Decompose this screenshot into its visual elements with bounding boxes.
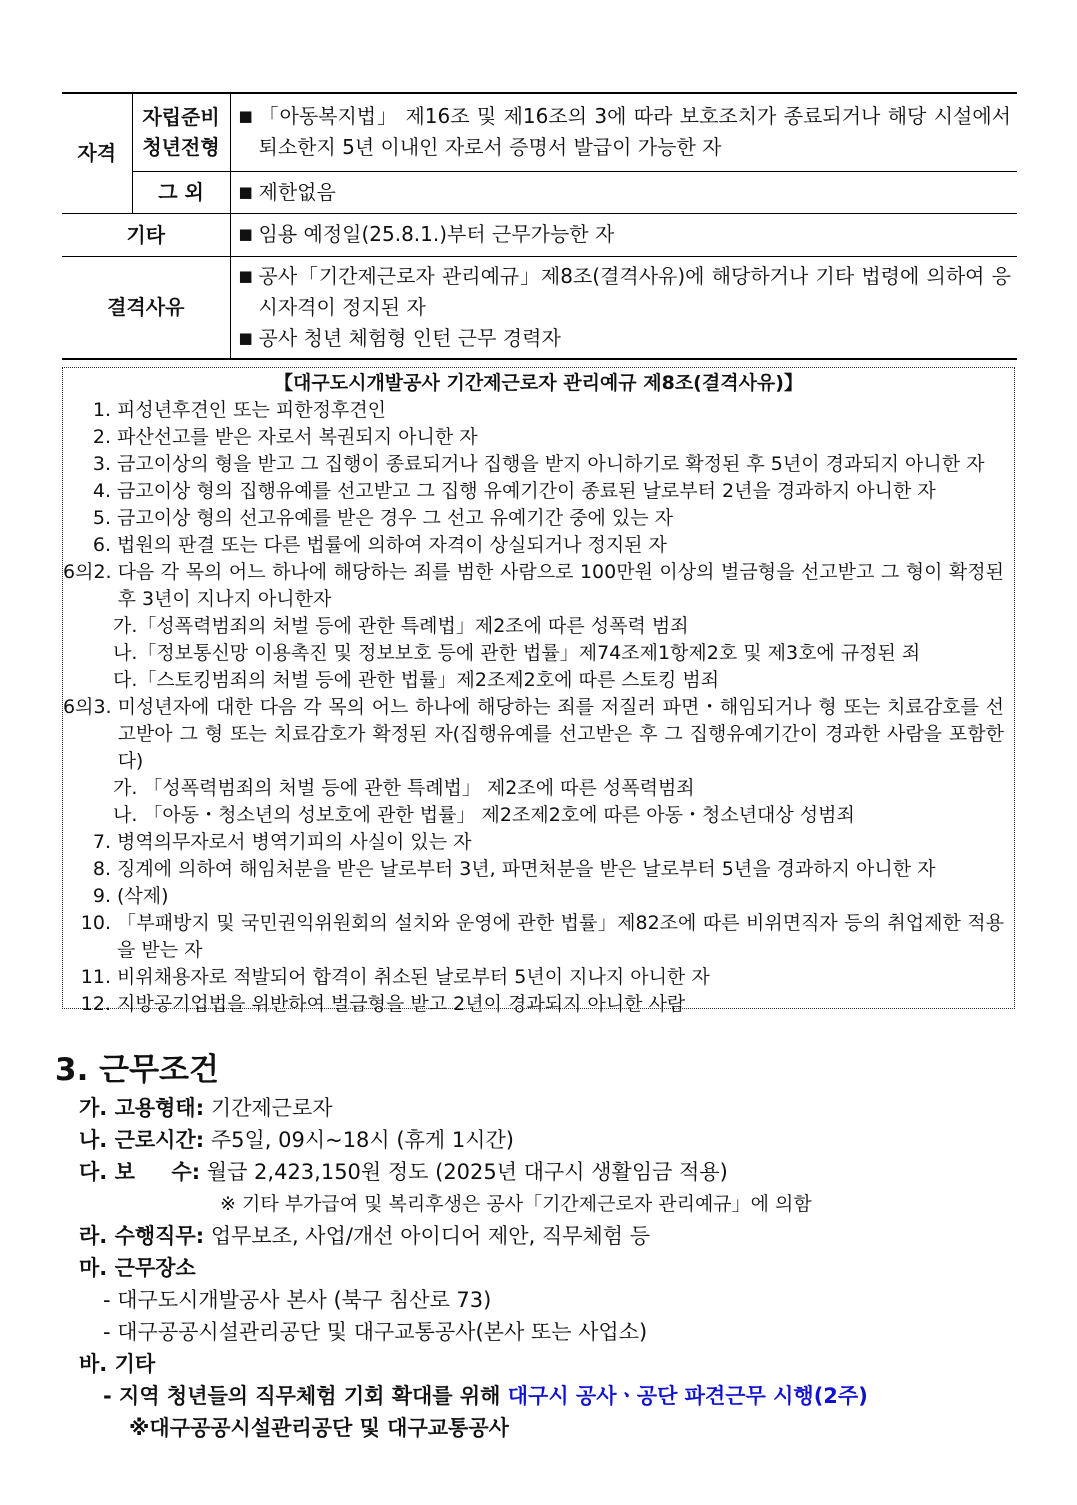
bullet-square-icon: ■ xyxy=(238,225,253,243)
qualification-group-label: 자격 xyxy=(62,93,132,213)
rule-number: 12. xyxy=(80,993,111,1015)
etc-section-label: 바. 기타 xyxy=(79,1352,156,1376)
rule-text: 징계에 의하여 해임처분을 받은 날로부터 3년, 파면처분을 받은 날로부터 5년을 경과하지 아니한 자 xyxy=(117,858,936,880)
rule-text: 파산선고를 받은 자로서 복권되지 아니한 자 xyxy=(117,426,478,448)
etc-label: 기타 xyxy=(62,213,230,256)
rules-list xyxy=(63,397,1014,1018)
rule-item xyxy=(63,991,1014,1018)
rule-number: 9. xyxy=(92,885,111,907)
duty-row: 라. 수행직무: 업무보조, 사업/개선 아이디어 제안, 직무체험 등 xyxy=(79,1224,651,1248)
rule-item xyxy=(63,505,1014,532)
work-place-label: 마. 근무장소 xyxy=(79,1256,196,1280)
rule-item xyxy=(63,883,1014,910)
pay-row: 다. 보 수: 월급 2,423,150원 정도 (2025년 대구시 생활임금 적용) xyxy=(79,1160,728,1184)
rule-number: 11. xyxy=(80,966,111,988)
rule-item xyxy=(63,478,1014,505)
bullet-square-icon: ■ xyxy=(238,182,253,201)
disqualification-rules-box xyxy=(62,367,1015,1015)
rule-subitem: 나.「정보통신망 이용촉진 및 정보보호 등에 관한 법률」제74조제1항제2호 및 제3호에 규정된 죄 xyxy=(113,642,921,664)
rule-text: 금고이상 형의 선고유예를 받은 경우 그 선고 유예기간 중에 있는 자 xyxy=(117,507,673,529)
rule-text: 「부패방지 및 국민권익위원회의 설치와 운영에 관한 법률」제82조에 따른 비위면직자 등의 취업제한 적용을 받는 자 xyxy=(117,912,1004,961)
rule-text: 피성년후견인 또는 피한정후견인 xyxy=(117,399,387,421)
pay-note: ※ 기타 부가급여 및 복리후생은 공사「기간제근로자 관리예규」에 의함 xyxy=(220,1193,812,1215)
etc-text: ■ 임용 예정일(25.8.1.)부터 근무가능한 자 xyxy=(230,213,1017,256)
rule-text: 금고이상의 형을 받고 그 집행이 종료되거나 집행을 받지 아니하기로 확정된 후 5년이 경과되지 아니한 자 xyxy=(117,453,985,475)
rule-text: 병역의무자로서 병역기피의 사실이 있는 자 xyxy=(117,831,472,853)
rule-text: 금고이상 형의 집행유예를 선고받고 그 집행 유예기간이 종료된 날로부터 2년을 경과하지 아니한 자 xyxy=(117,480,936,502)
rule-text: (삭제) xyxy=(117,885,169,907)
rule-number: 5. xyxy=(92,507,111,529)
rule-text: 법원의 판결 또는 다른 법률에 의하여 자격이 상실되거나 정지된 자 xyxy=(117,534,667,556)
rule-item xyxy=(63,910,1014,964)
rule-subitem: 나. 「아동・청소년의 성보호에 관한 법률」 제2조제2호에 따른 아동・청소년대상 성범죄 xyxy=(113,804,855,826)
rule-item xyxy=(63,694,1014,775)
working-hours-row: 나. 근로시간: 주5일, 09시~18시 (휴게 1시간) xyxy=(79,1128,514,1152)
rule-subitem: 가. 「성폭력범죄의 처벌 등에 관한 특례법」 제2조에 따른 성폭력범죄 xyxy=(113,777,695,799)
youth-track-text: ■ 「아동복지법」 제16조 및 제16조의 3에 따라 보호조치가 종료되거나 해당 시설에서 퇴소한지 5년 이내인 자로서 증명서 발급이 가능한 자 xyxy=(230,93,1017,171)
dispatch-note: - 지역 청년들의 직무체험 기회 확대를 위해 대구시 공사ㆍ공단 파견근무 시행(2주) xyxy=(103,1384,868,1408)
rule-subitem: 가.「성폭력범죄의 처벌 등에 관한 특례법」제2조에 따른 성폭력 범죄 xyxy=(113,615,689,637)
youth-track-label: 자립준비 청년전형 xyxy=(132,93,230,171)
rule-text: 다음 각 목의 어느 하나에 해당하는 죄를 범한 사람으로 100만원 이상의 벌금형을 선고받고 그 형이 확정된 후 3년이 지나지 아니한자 xyxy=(117,561,1004,610)
work-place-item: - 대구공공시설관리공단 및 대구교통공사(본사 또는 사업소) xyxy=(103,1320,648,1344)
rule-text: 비위채용자로 적발되어 합격이 취소된 날로부터 5년이 지나지 아니한 자 xyxy=(117,966,710,988)
rule-text: 지방공기업법을 위반하여 벌금형을 받고 2년이 경과되지 아니한 사람 xyxy=(117,993,686,1015)
rules-title: 【대구도시개발공사 기간제근로자 관리예규 제8조(결격사유)】 xyxy=(274,372,803,394)
rule-item xyxy=(63,397,1014,424)
other-text: ■ 제한없음 xyxy=(230,171,1017,213)
rule-number: 3. xyxy=(92,453,111,475)
rule-item xyxy=(63,532,1014,559)
rule-number: 2. xyxy=(92,426,111,448)
rule-number: 4. xyxy=(92,480,111,502)
work-place-item: - 대구도시개발공사 본사 (북구 침산로 73) xyxy=(103,1288,492,1312)
other-label: 그 외 xyxy=(132,171,230,213)
working-conditions xyxy=(79,1092,1009,1444)
rule-item xyxy=(63,856,1014,883)
rule-number: 6의2. xyxy=(63,561,112,583)
rule-item xyxy=(63,829,1014,856)
rule-item xyxy=(63,424,1014,451)
rule-number: 6. xyxy=(92,534,111,556)
rule-number: 1. xyxy=(92,399,111,421)
dispatch-subnote: ※대구공공시설관리공단 및 대구교통공사 xyxy=(129,1416,509,1440)
rule-item xyxy=(63,964,1014,991)
rule-number: 7. xyxy=(92,831,111,853)
rule-item xyxy=(63,559,1014,613)
disqualification-text: ■ 공사「기간제근로자 관리예규」제8조(결격사유)에 해당하거나 기타 법령에 의하여 응시자격이 정지된 자 ■ 공사 청년 체험형 인턴 근무 경력자 xyxy=(230,256,1017,359)
bullet-square-icon: ■ xyxy=(238,266,253,285)
bullet-square-icon: ■ xyxy=(238,328,253,347)
rule-number: 10. xyxy=(80,912,111,934)
bullet-square-icon: ■ xyxy=(238,107,253,126)
rule-text: 미성년자에 대한 다음 각 목의 어느 하나에 해당하는 죄를 저질러 파면・해임되거나 형 또는 치료감호를 선고받아 그 형 또는 치료감호가 확정된 자(집행유예를 선고받은 후 그 집행유예기간이 경과한 사람을 포함한다) xyxy=(117,696,1004,772)
employment-type-row: 가. 고용형태: 기간제근로자 xyxy=(79,1096,333,1120)
disqualification-label: 결격사유 xyxy=(62,256,230,359)
qualification-table xyxy=(62,92,1017,360)
section-title: 3. 근무조건 xyxy=(55,1052,219,1088)
rule-item xyxy=(63,451,1014,478)
dispatch-highlight: 대구시 공사ㆍ공단 파견근무 시행(2주) xyxy=(507,1384,868,1408)
rule-number: 8. xyxy=(92,858,111,880)
rule-number: 6의3. xyxy=(63,696,112,718)
rule-subitem: 다.「스토킹범죄의 처벌 등에 관한 법률」제2조제2호에 따른 스토킹 범죄 xyxy=(113,669,720,691)
